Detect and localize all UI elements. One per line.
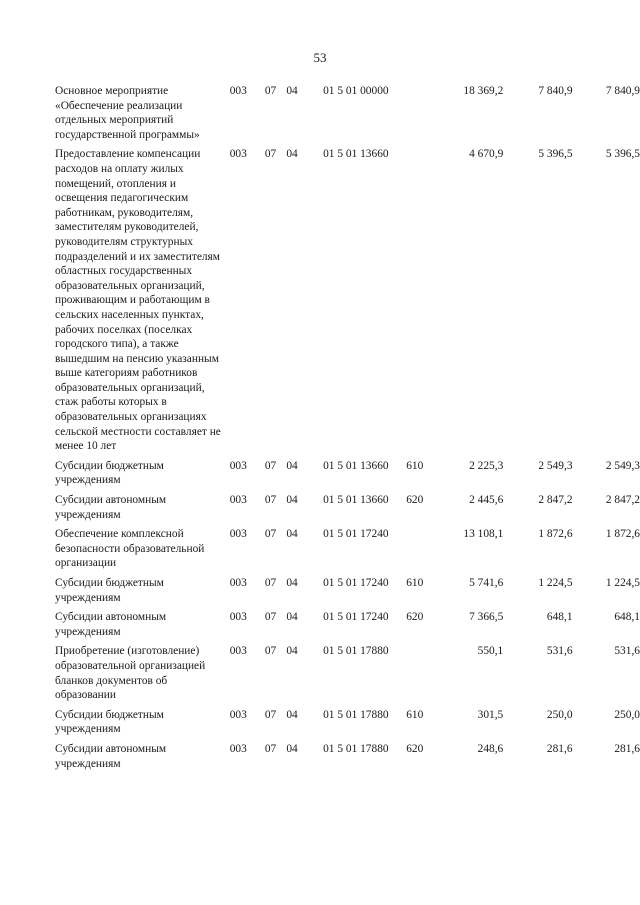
row-value-year3: 1 872,6	[605, 528, 640, 541]
row-section-code: 07	[264, 577, 277, 589]
row-value-year3: 2 549,3	[605, 459, 640, 472]
row-name: Субсидии автономным учреждениям	[55, 494, 167, 521]
row-section-code: 07	[264, 611, 277, 624]
row-subsection-code: 04	[286, 645, 298, 658]
row-section-code: 07	[264, 528, 277, 541]
row-value-year1: 2 225,3	[469, 459, 504, 472]
row-ministry-code: 003	[229, 528, 247, 541]
row-expense-code: 620	[406, 742, 424, 755]
row-section-code: 07	[264, 148, 277, 161]
row-section-code: 07	[264, 742, 277, 755]
row-subsection-code: 04	[286, 708, 298, 721]
row-subsection-code: 04	[286, 85, 298, 97]
row-value-year1: 4 670,9	[469, 148, 504, 161]
row-ministry-code: 003	[229, 645, 247, 658]
table-row	[55, 493, 640, 527]
row-target-code: 01 5 01 13660	[323, 148, 389, 161]
row-value-year1: 5 741,6	[469, 577, 504, 589]
table-row	[55, 742, 640, 776]
row-ministry-code: 003	[229, 577, 247, 589]
row-value-year3: 250,0	[614, 708, 640, 721]
row-value-year3: 648,1	[614, 611, 640, 624]
row-name: Предоставление компенсации расходов на оплату жилых помещений, отопления и освещения педагогическим работникам, руководителям, заместителям руководителей, руководителям структурных подразделений и их заместителям областных государственных образовательных организаций, проживающим и работающим в сельских населенных пунктах, рабочих поселках (поселках городского типа), а также вышедшим на пенсию указанным выше категориям работников образовательных организаций, стаж работы которых в образовательных организациях сельской местности составляет не менее 10 лет	[55, 148, 221, 453]
table-row	[55, 459, 640, 493]
row-ministry-code: 003	[229, 742, 247, 755]
row-section-code: 07	[264, 459, 277, 472]
row-ministry-code: 003	[229, 708, 247, 721]
row-target-code: 01 5 01 17240	[323, 611, 389, 624]
budget-table	[55, 84, 640, 776]
row-name: Приобретение (изготовление) образовательной организацией бланков документов об образовании	[55, 645, 206, 702]
row-target-code: 01 5 01 17240	[323, 528, 389, 541]
row-value-year1: 550,1	[477, 645, 504, 658]
row-subsection-code: 04	[286, 528, 298, 541]
row-value-year2: 7 840,9	[538, 85, 573, 97]
row-value-year3: 281,6	[614, 742, 640, 755]
row-ministry-code: 003	[229, 85, 247, 97]
row-value-year1: 18 369,2	[463, 85, 504, 97]
row-name: Субсидии бюджетным учреждениям	[55, 577, 164, 604]
budget-table-body	[55, 84, 640, 776]
row-value-year2: 5 396,5	[538, 148, 573, 161]
row-value-year2: 2 847,2	[538, 494, 573, 507]
row-value-year2: 531,6	[546, 645, 573, 658]
row-section-code: 07	[264, 85, 277, 97]
row-value-year1: 248,6	[477, 742, 504, 755]
row-name: Субсидии бюджетным учреждениям	[55, 708, 164, 736]
row-ministry-code: 003	[229, 611, 247, 624]
row-ministry-code: 003	[229, 148, 247, 161]
row-ministry-code: 003	[229, 494, 247, 507]
row-target-code: 01 5 01 13660	[323, 459, 389, 472]
row-expense-code: 610	[406, 708, 424, 721]
row-expense-code: 610	[406, 459, 424, 472]
row-target-code: 01 5 01 17880	[323, 742, 389, 755]
row-target-code: 01 5 01 17240	[323, 577, 389, 589]
row-value-year1: 13 108,1	[463, 528, 504, 541]
row-subsection-code: 04	[286, 494, 298, 507]
row-expense-code	[406, 527, 433, 576]
row-expense-code	[406, 84, 433, 147]
row-expense-code: 620	[406, 494, 424, 507]
table-row	[55, 527, 640, 576]
row-target-code: 01 5 01 00000	[323, 85, 389, 97]
table-row	[55, 708, 640, 742]
row-name: Основное мероприятие «Обеспечение реализации отдельных мероприятий государственной программы»	[55, 85, 200, 141]
row-expense-code	[406, 147, 433, 458]
row-section-code: 07	[264, 494, 277, 507]
row-value-year2: 1 224,5	[538, 577, 573, 589]
table-row	[55, 576, 640, 610]
row-name: Субсидии автономным учреждениям	[55, 611, 167, 638]
row-value-year1: 2 445,6	[469, 494, 504, 507]
row-section-code: 07	[264, 708, 277, 721]
row-name: Обеспечение комплексной безопасности образовательной организации	[55, 528, 205, 570]
row-value-year2: 281,6	[546, 742, 573, 755]
row-value-year2: 250,0	[546, 708, 573, 721]
row-value-year3: 1 224,5	[605, 577, 640, 589]
row-expense-code	[406, 644, 433, 707]
row-value-year3: 5 396,5	[605, 148, 640, 161]
table-row	[55, 610, 640, 644]
table-row	[55, 644, 640, 707]
row-value-year3: 7 840,9	[605, 85, 640, 97]
row-expense-code: 610	[406, 577, 424, 589]
row-name: Субсидии автономным учреждениям	[55, 742, 167, 770]
row-value-year2: 1 872,6	[538, 528, 573, 541]
row-value-year3: 531,6	[614, 645, 640, 658]
table-row	[55, 147, 640, 458]
row-value-year1: 301,5	[477, 708, 504, 721]
row-subsection-code: 04	[286, 611, 298, 624]
row-subsection-code: 04	[286, 459, 298, 472]
row-subsection-code: 04	[286, 742, 298, 755]
row-ministry-code: 003	[229, 459, 247, 472]
table-row	[55, 84, 640, 147]
row-target-code: 01 5 01 13660	[323, 494, 389, 507]
row-subsection-code: 04	[286, 577, 298, 589]
row-name: Субсидии бюджетным учреждениям	[55, 459, 164, 487]
row-value-year2: 648,1	[546, 611, 573, 624]
row-value-year2: 2 549,3	[538, 459, 573, 472]
row-section-code: 07	[264, 645, 277, 658]
row-subsection-code: 04	[286, 148, 298, 161]
row-target-code: 01 5 01 17880	[323, 708, 389, 721]
row-expense-code: 620	[406, 611, 424, 624]
row-target-code: 01 5 01 17880	[323, 645, 389, 658]
row-value-year3: 2 847,2	[605, 494, 640, 507]
page-number: 53	[313, 50, 327, 65]
row-value-year1: 7 366,5	[469, 611, 504, 624]
